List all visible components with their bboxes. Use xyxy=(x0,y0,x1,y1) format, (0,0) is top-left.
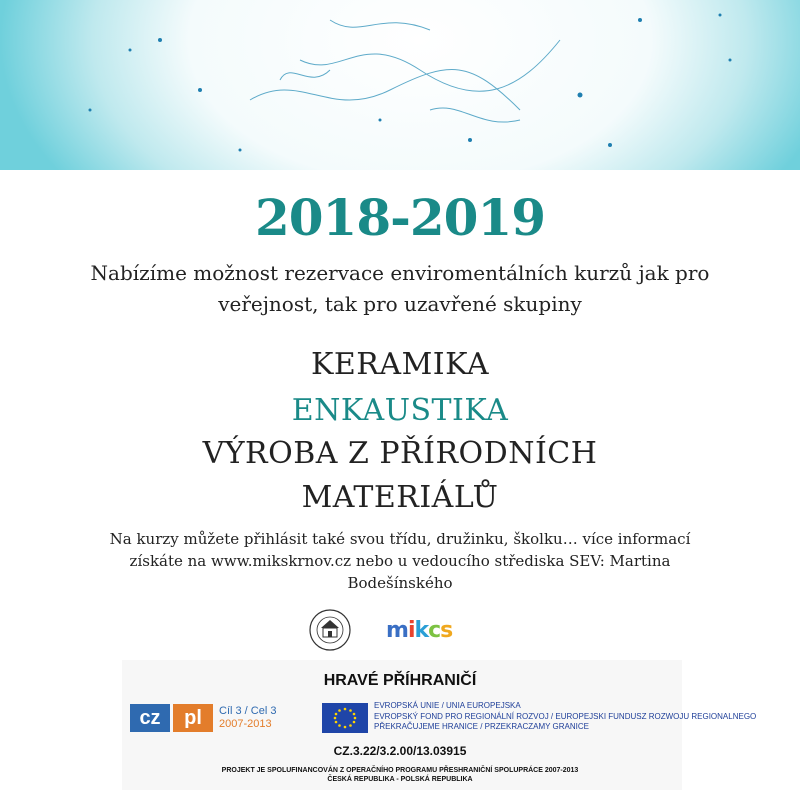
eu-line: EVROPSKÁ UNIE / UNIA EUROPEJSKA xyxy=(374,701,521,710)
cil-label xyxy=(219,705,276,731)
course-materialu: MATERIÁLŮ xyxy=(301,480,499,515)
course-vyroba: VÝROBA Z PŘÍRODNÍCH xyxy=(202,436,598,471)
cil-years: 2007-2013 xyxy=(219,718,272,730)
course-keramika: KERAMIKA xyxy=(311,347,489,382)
mikes-letter: s xyxy=(440,618,453,643)
footer-line: ČESKÁ REPUBLIKA - POLSKÁ REPUBLIKA xyxy=(327,776,473,783)
ink-splash-graphic xyxy=(0,0,800,170)
mikes-letter: k xyxy=(414,618,429,643)
eu-text xyxy=(374,701,756,733)
hero-image xyxy=(0,0,800,170)
eu-flag-icon xyxy=(322,703,368,733)
institution-seal-icon xyxy=(308,608,352,652)
pl-badge: pl xyxy=(173,704,213,732)
mikes-letter: c xyxy=(428,618,441,643)
project-code: CZ.3.22/3.2.00/13.03915 xyxy=(333,744,467,758)
info-text: Na kurzy můžete přihlásit také svou třídu, družinku, školku… více informací získáte na www.mikskrnov.cz nebo u vedoucího střediska SEV: Martina Bodešínského xyxy=(109,530,691,592)
eu-line: PŘEKRAČUJEME HRANICE / PRZEKRACZAMY GRANICE xyxy=(374,722,589,731)
cil-text: Cíl 3 / Cel 3 xyxy=(219,705,277,717)
project-footer xyxy=(122,766,678,784)
mikes-letter: m xyxy=(386,618,408,643)
footer-line: PROJEKT JE SPOLUFINANCOVÁN Z OPERAČNÍHO PROGRAMU PŘESHRANIČNÍ SPOLUPRÁCE 2007-2013 xyxy=(221,767,579,774)
year-heading: 2018-2019 xyxy=(254,188,546,247)
program-title: HRAVÉ PŘÍHRANIČÍ xyxy=(323,672,477,689)
eu-line: EVROPSKÝ FOND PRO REGIONÁLNÍ ROZVOJ / EUROPEJSKI FUNDUSZ ROZWOJU REGIONALNEGO xyxy=(374,711,757,721)
mikes-logo xyxy=(386,618,452,643)
cz-badge: cz xyxy=(130,704,170,732)
intro-text: Nabízíme možnost rezervace enviromentálních kurzů jak pro veřejnost, tak pro uzavřené skupiny xyxy=(90,261,710,316)
czpl-logo xyxy=(130,702,276,734)
mikes-letter: i xyxy=(407,618,415,643)
course-enkaustika: ENKAUSTIKA xyxy=(291,393,509,428)
